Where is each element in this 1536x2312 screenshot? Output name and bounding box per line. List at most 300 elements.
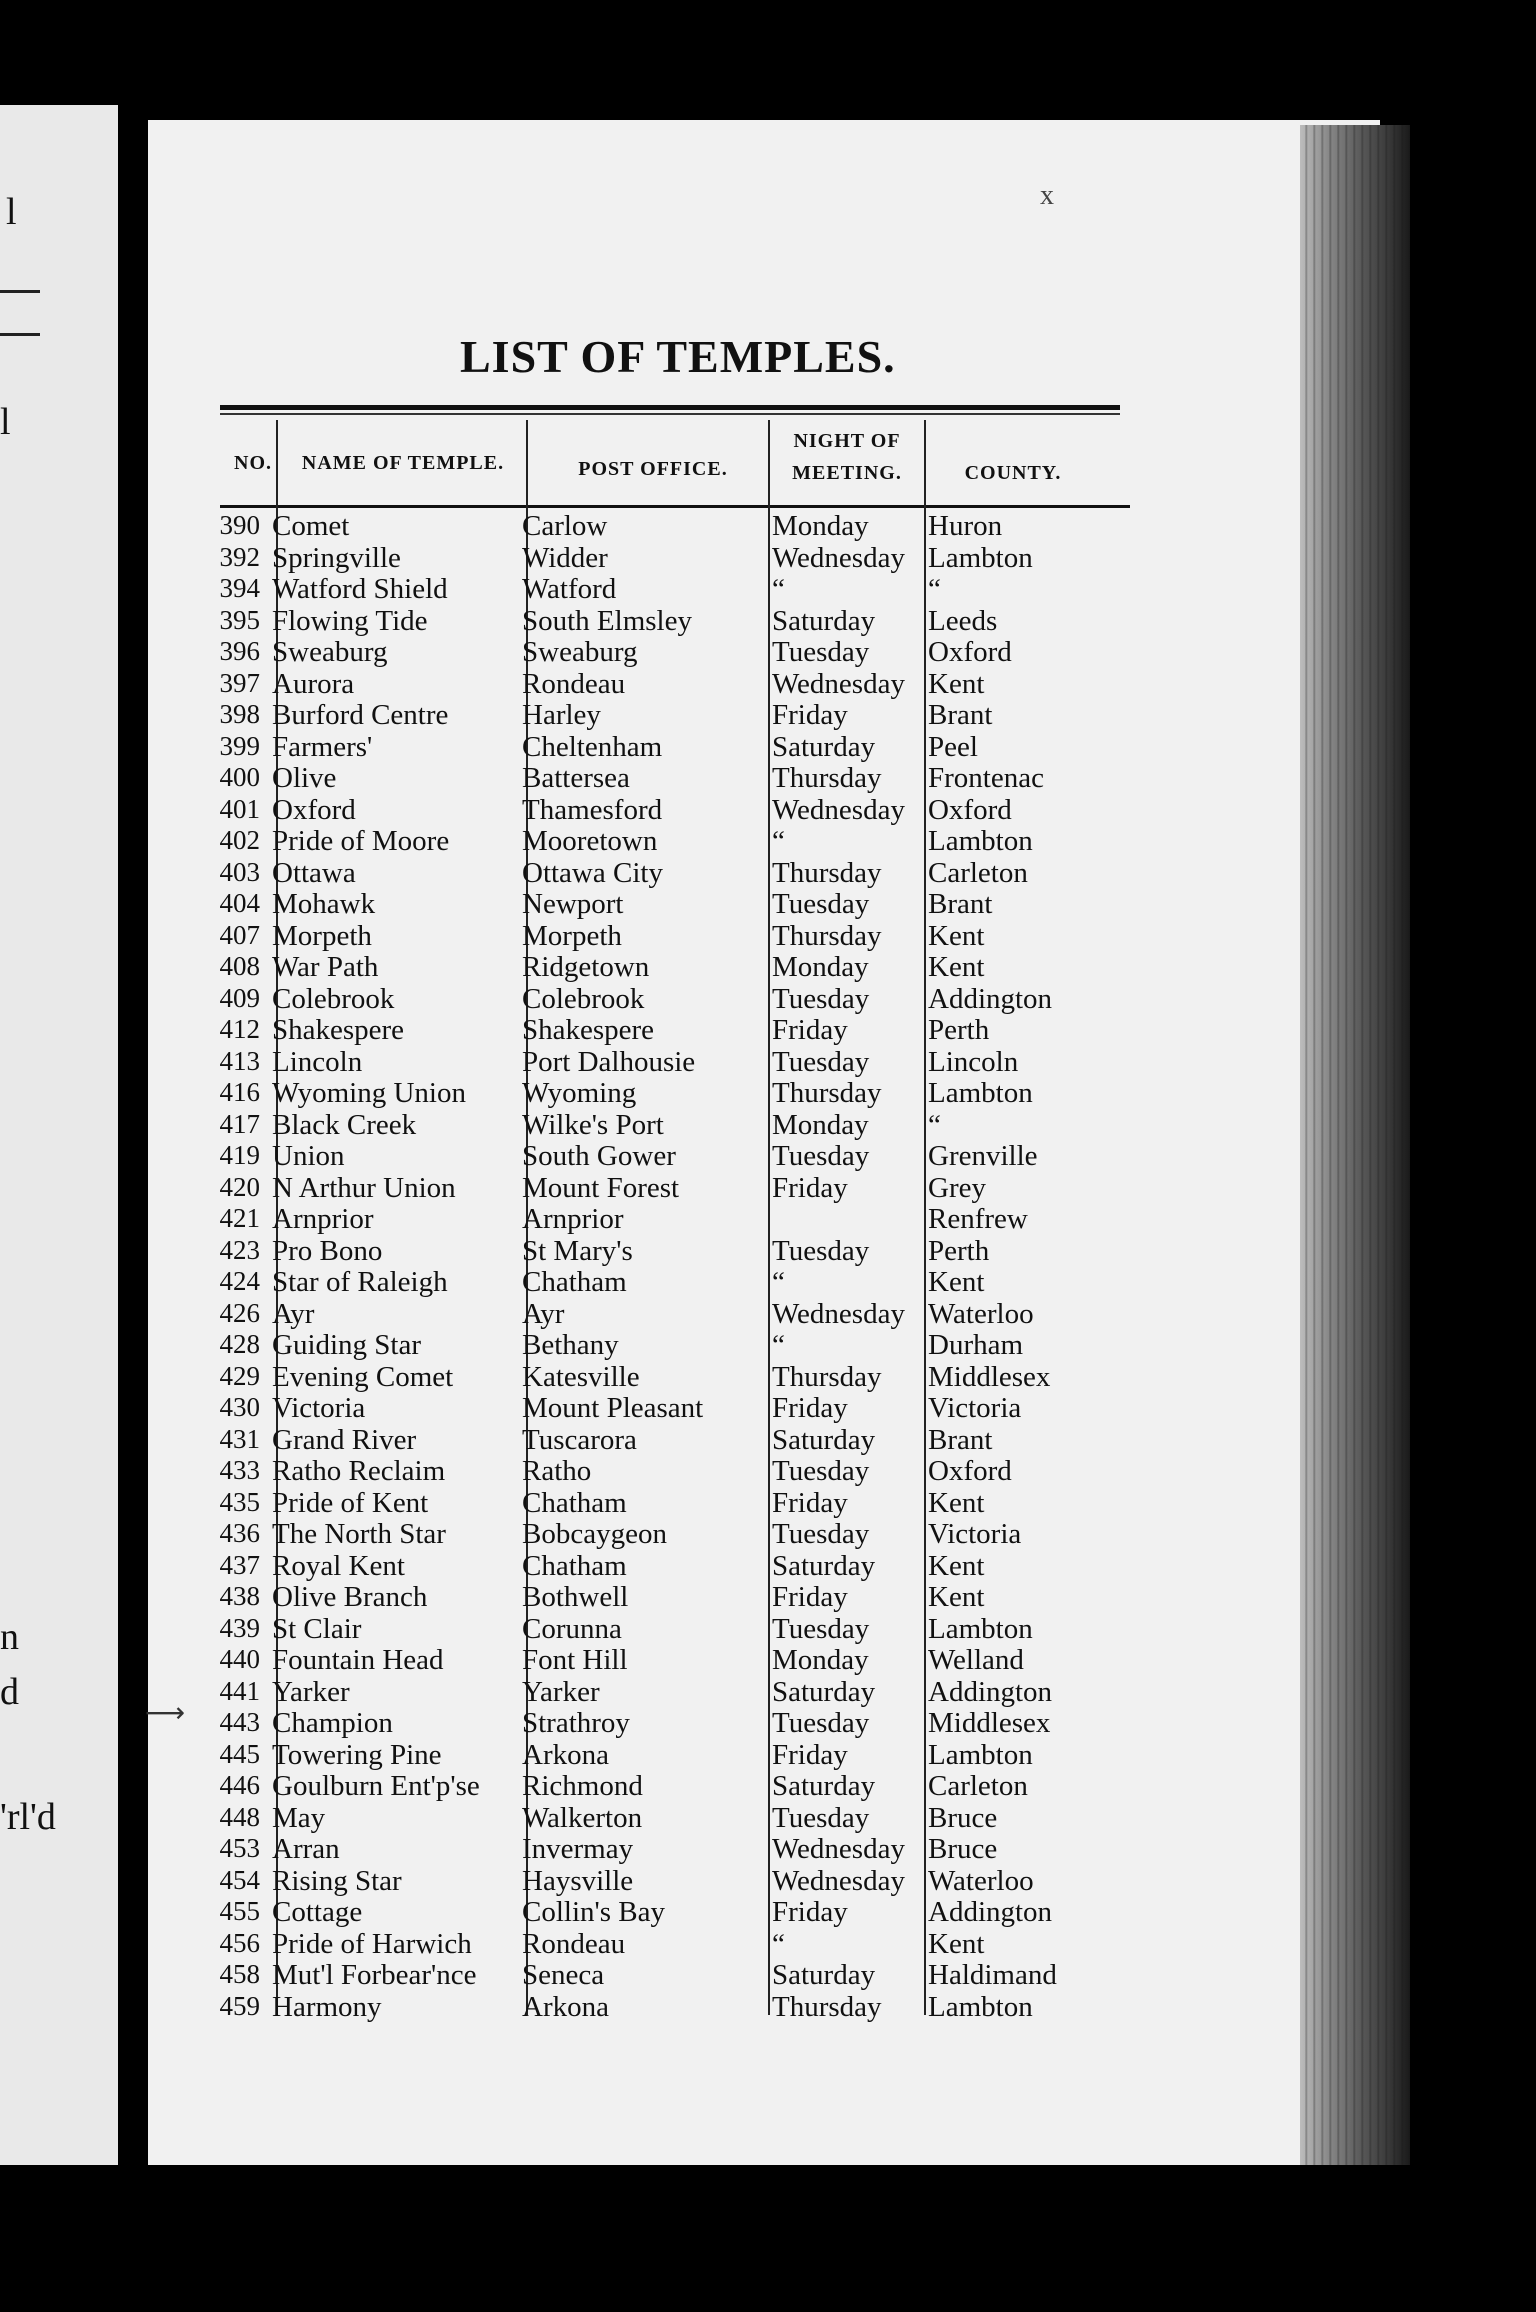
table-row: [190, 1991, 1090, 2023]
table-row: [190, 1298, 1090, 1330]
meeting-night: Thursday: [772, 1360, 882, 1393]
post-office: Tuscarora: [522, 1423, 637, 1456]
post-office: Mooretown: [522, 825, 658, 857]
facing-page-text: d: [0, 1671, 19, 1713]
meeting-night: Monday: [772, 510, 869, 542]
corner-mark: x: [1040, 180, 1054, 211]
meeting-night: Monday: [772, 1644, 869, 1676]
temple-name: Sweaburg: [272, 636, 388, 668]
county: Carleton: [928, 1770, 1028, 1802]
post-office: Ottawa City: [522, 856, 663, 889]
county: Oxford: [928, 1455, 1012, 1487]
post-office: Yarker: [522, 1675, 600, 1708]
post-office: Sweaburg: [522, 636, 638, 668]
county: Kent: [928, 1486, 985, 1519]
table-row: [190, 1424, 1090, 1456]
county: Lambton: [928, 1990, 1033, 2023]
post-office: Chatham: [522, 1549, 627, 1582]
table-row: [190, 1518, 1090, 1550]
county: Grey: [928, 1171, 986, 1204]
temple-name: Evening Comet: [272, 1360, 454, 1393]
temple-number: 399: [219, 730, 260, 761]
temple-name: Watford Shield: [272, 573, 448, 605]
temple-number: 412: [219, 1014, 260, 1044]
temple-name: The North Star: [272, 1518, 446, 1550]
meeting-night: Friday: [772, 1392, 848, 1424]
post-office: Bobcaygeon: [522, 1518, 667, 1550]
county: Frontenac: [928, 762, 1044, 794]
post-office: Chatham: [522, 1486, 627, 1519]
temple-number: 453: [219, 1833, 260, 1863]
county: Middlesex: [928, 1360, 1051, 1393]
temple-name: Pro Bono: [272, 1234, 383, 1267]
temple-name: Ayr: [272, 1297, 315, 1330]
meeting-night: Friday: [772, 1581, 848, 1613]
temple-name: Aurora: [272, 667, 355, 700]
table-row: [190, 605, 1090, 637]
county: Lambton: [928, 1077, 1033, 1109]
temple-number: 441: [219, 1675, 260, 1706]
post-office: Rondeau: [522, 667, 626, 700]
table-row: [190, 1928, 1090, 1960]
temple-name: Royal Kent: [272, 1549, 405, 1582]
temple-number: 429: [219, 1360, 260, 1391]
temple-number: 401: [219, 793, 260, 824]
post-office: Arkona: [522, 1990, 609, 2023]
temple-name: Rising Star: [272, 1864, 402, 1897]
temple-number: 448: [219, 1801, 260, 1832]
temple-name: Wyoming Union: [272, 1077, 466, 1109]
county: Lambton: [928, 825, 1033, 857]
meeting-night: Tuesday: [772, 1455, 870, 1487]
county: Grenville: [928, 1140, 1038, 1172]
table-row: [190, 920, 1090, 952]
county: Lambton: [928, 541, 1033, 574]
table-row: [190, 1550, 1090, 1582]
table-row: [190, 951, 1090, 983]
table-row: [190, 1329, 1090, 1361]
meeting-night: Wednesday: [772, 541, 905, 574]
temple-number: 439: [219, 1612, 260, 1643]
temple-number: 402: [219, 825, 260, 855]
meeting-night: Saturday: [772, 604, 876, 637]
post-office: Thamesford: [522, 793, 663, 826]
table-row: [190, 731, 1090, 763]
temple-number: 424: [219, 1266, 260, 1296]
header-county: COUNTY.: [964, 462, 1062, 484]
post-office: Wyoming: [522, 1077, 637, 1109]
meeting-night: Saturday: [772, 1549, 876, 1582]
header-night-line1: NIGHT OF: [793, 430, 901, 452]
county: Carleton: [928, 856, 1028, 889]
temple-name: Morpeth: [272, 919, 372, 952]
table-row: [190, 1235, 1090, 1267]
county: Perth: [928, 1014, 990, 1046]
meeting-night: “: [772, 825, 785, 857]
county: Haldimand: [928, 1959, 1057, 1991]
post-office: Mount Forest: [522, 1171, 680, 1204]
post-office: Richmond: [522, 1770, 643, 1802]
post-office: Colebrook: [522, 982, 645, 1015]
county: Bruce: [928, 1801, 998, 1834]
table-row: [190, 1739, 1090, 1771]
temple-name: Harmony: [272, 1990, 382, 2023]
county: Bruce: [928, 1833, 998, 1865]
temple-name: Pride of Harwich: [272, 1927, 472, 1960]
table-row: [190, 573, 1090, 605]
post-office: Mount Pleasant: [522, 1392, 704, 1424]
meeting-night: Tuesday: [772, 982, 870, 1015]
temple-name: Olive: [272, 762, 337, 794]
meeting-night: “: [772, 1927, 785, 1960]
county: Leeds: [928, 604, 998, 637]
table-row: [190, 1140, 1090, 1172]
county: Waterloo: [928, 1864, 1034, 1897]
meeting-night: Tuesday: [772, 1518, 870, 1550]
temple-name: Colebrook: [272, 982, 395, 1015]
table-row: [190, 1487, 1090, 1519]
county: “: [928, 1108, 941, 1141]
table-row: [190, 1833, 1090, 1865]
temple-name: Oxford: [272, 793, 356, 826]
temple-number: 407: [219, 919, 260, 950]
post-office: Battersea: [522, 762, 630, 794]
post-office: South Elmsley: [522, 604, 692, 637]
table-row: [190, 1266, 1090, 1298]
post-office: Newport: [522, 888, 624, 920]
meeting-night: Saturday: [772, 1675, 876, 1708]
table-row: [190, 1392, 1090, 1424]
meeting-night: Saturday: [772, 730, 876, 763]
post-office: Wilke's Port: [522, 1108, 664, 1141]
post-office: Walkerton: [522, 1801, 643, 1834]
meeting-night: Friday: [772, 1171, 848, 1204]
county: Durham: [928, 1329, 1024, 1361]
facing-page-fragment: [0, 105, 118, 2165]
table-row: [190, 1203, 1090, 1235]
table-row: [190, 1896, 1090, 1928]
county: Addington: [928, 1675, 1053, 1708]
post-office: Ratho: [522, 1455, 592, 1487]
table-row: [190, 668, 1090, 700]
post-office: Font Hill: [522, 1644, 628, 1676]
post-office: Arnprior: [522, 1203, 624, 1235]
page-title: LIST OF TEMPLES.: [460, 331, 896, 382]
temple-table: [190, 510, 1090, 2022]
meeting-night: Monday: [772, 951, 869, 983]
temple-name: Grand River: [272, 1423, 417, 1456]
temple-name: N Arthur Union: [272, 1171, 456, 1204]
county: Kent: [928, 1549, 985, 1582]
post-office: Port Dalhousie: [522, 1045, 696, 1078]
facing-page-text: n: [0, 1616, 19, 1658]
temple-number: 400: [219, 762, 260, 792]
temple-name: Cottage: [272, 1896, 363, 1928]
post-office: Cheltenham: [522, 730, 663, 763]
table-row: [190, 1046, 1090, 1078]
table-row: [190, 1644, 1090, 1676]
meeting-night: Thursday: [772, 919, 882, 952]
table-row: [190, 636, 1090, 668]
temple-name: Olive Branch: [272, 1581, 428, 1613]
temple-number: 428: [219, 1329, 260, 1359]
post-office: Bothwell: [522, 1581, 629, 1613]
meeting-night: Tuesday: [772, 1612, 870, 1645]
meeting-night: “: [772, 1329, 785, 1361]
temple-name: Towering Pine: [272, 1738, 442, 1771]
meeting-night: Monday: [772, 1108, 869, 1141]
post-office: Widder: [522, 541, 608, 574]
meeting-night: Tuesday: [772, 636, 870, 668]
post-office: Invermay: [522, 1833, 634, 1865]
temple-name: Yarker: [272, 1675, 350, 1708]
temple-name: Shakespere: [272, 1014, 405, 1046]
temple-name: Pride of Kent: [272, 1486, 429, 1519]
temple-number: 409: [219, 982, 260, 1013]
county: Lambton: [928, 1738, 1033, 1771]
meeting-night: Tuesday: [772, 1140, 870, 1172]
temple-number: 440: [219, 1644, 260, 1674]
table-row: [190, 1676, 1090, 1708]
county: Lambton: [928, 1612, 1033, 1645]
table-row: [190, 1172, 1090, 1204]
title-rule-thin: [220, 413, 1120, 415]
temple-name: Lincoln: [272, 1045, 363, 1078]
post-office: South Gower: [522, 1140, 676, 1172]
post-office: Rondeau: [522, 1927, 626, 1960]
meeting-night: Wednesday: [772, 793, 905, 826]
meeting-night: Tuesday: [772, 1045, 870, 1078]
temple-number: 417: [219, 1108, 260, 1139]
meeting-night: “: [772, 1266, 785, 1298]
temple-name: Arran: [272, 1833, 340, 1865]
county: Brant: [928, 699, 993, 731]
county: Victoria: [928, 1518, 1022, 1550]
facing-page-rule: [0, 333, 40, 336]
temple-number: 456: [219, 1927, 260, 1958]
header-no: NO.: [234, 452, 272, 474]
table-row: [190, 1865, 1090, 1897]
post-office: Shakespere: [522, 1014, 655, 1046]
temple-name: Pride of Moore: [272, 825, 450, 857]
temple-number: 433: [219, 1455, 260, 1485]
county: Kent: [928, 919, 985, 952]
page-stack-lines: [1300, 125, 1410, 2165]
temple-name: Mohawk: [272, 888, 376, 920]
post-office: Morpeth: [522, 919, 622, 952]
table-row: [190, 1455, 1090, 1487]
county: Victoria: [928, 1392, 1022, 1424]
temple-number: 396: [219, 636, 260, 666]
temple-number: 437: [219, 1549, 260, 1580]
county: Kent: [928, 1266, 985, 1298]
temple-number: 398: [219, 699, 260, 729]
header-post-office: POST OFFICE.: [578, 458, 728, 480]
meeting-night: Tuesday: [772, 1801, 870, 1834]
temple-number: 443: [219, 1707, 260, 1737]
temple-number: 397: [219, 667, 260, 698]
post-office: St Mary's: [522, 1234, 633, 1267]
county: Lincoln: [928, 1045, 1019, 1078]
meeting-night: Saturday: [772, 1770, 876, 1802]
temple-number: 423: [219, 1234, 260, 1265]
temple-number: 392: [219, 541, 260, 572]
temple-name: Guiding Star: [272, 1329, 422, 1361]
table-row: [190, 1613, 1090, 1645]
county: Brant: [928, 1423, 993, 1456]
meeting-night: Wednesday: [772, 1864, 905, 1897]
post-office: Corunna: [522, 1612, 622, 1645]
temple-number: 404: [219, 888, 260, 918]
header-rule: [220, 505, 1130, 508]
header-name: NAME OF TEMPLE.: [301, 452, 505, 474]
temple-number: 436: [219, 1518, 260, 1548]
meeting-night: Friday: [772, 1896, 848, 1928]
table-row: [190, 1707, 1090, 1739]
title-rule: [220, 405, 1120, 410]
temple-number: 394: [219, 573, 260, 603]
facing-page-text: 'rl'd: [0, 1796, 56, 1838]
temple-name: Fountain Head: [272, 1644, 444, 1676]
temple-name: Farmers': [272, 730, 373, 763]
post-office: Ayr: [522, 1297, 565, 1330]
temple-number: 395: [219, 604, 260, 635]
county: Welland: [928, 1644, 1024, 1676]
temple-name: Arnprior: [272, 1203, 374, 1235]
table-row: [190, 794, 1090, 826]
table-row: [190, 1077, 1090, 1109]
temple-number: 458: [219, 1959, 260, 1989]
post-office: Bethany: [522, 1329, 619, 1361]
temple-number: 408: [219, 951, 260, 981]
meeting-night: Tuesday: [772, 1234, 870, 1267]
temple-number: 445: [219, 1738, 260, 1769]
table-row: [190, 1361, 1090, 1393]
table-row: [190, 1770, 1090, 1802]
county: Huron: [928, 510, 1003, 542]
meeting-night: Friday: [772, 1014, 848, 1046]
temple-name: Star of Raleigh: [272, 1266, 448, 1298]
county: Kent: [928, 951, 985, 983]
temple-name: Mut'l Forbear'nce: [272, 1959, 477, 1991]
table-row: [190, 1109, 1090, 1141]
temple-name: May: [272, 1801, 326, 1834]
post-office: Chatham: [522, 1266, 627, 1298]
meeting-night: Friday: [772, 1486, 848, 1519]
meeting-night: Tuesday: [772, 1707, 870, 1739]
temple-number: 446: [219, 1770, 260, 1800]
county: Waterloo: [928, 1297, 1034, 1330]
table-row: [190, 699, 1090, 731]
county: Peel: [928, 730, 978, 763]
table-row: [190, 1802, 1090, 1834]
temple-number: 438: [219, 1581, 260, 1611]
meeting-night: Thursday: [772, 1077, 882, 1109]
temple-number: 459: [219, 1990, 260, 2021]
post-office: Seneca: [522, 1959, 605, 1991]
meeting-night: Friday: [772, 699, 848, 731]
meeting-night: Wednesday: [772, 1297, 905, 1330]
facing-page-rule: [0, 290, 40, 293]
temple-name: War Path: [272, 951, 379, 983]
county: Kent: [928, 667, 985, 700]
temple-number: 420: [219, 1171, 260, 1202]
post-office: Carlow: [522, 510, 608, 542]
temple-number: 431: [219, 1423, 260, 1454]
facing-page-text: l: [6, 191, 17, 233]
temple-number: 430: [219, 1392, 260, 1422]
temple-name: Comet: [272, 510, 350, 542]
county: Brant: [928, 888, 993, 920]
table-row: [190, 983, 1090, 1015]
post-office: Arkona: [522, 1738, 609, 1771]
meeting-night: Saturday: [772, 1423, 876, 1456]
pencil-arrow-mark: ⟶: [145, 1696, 186, 1729]
post-office: Katesville: [522, 1360, 640, 1393]
meeting-night: Wednesday: [772, 667, 905, 700]
meeting-night: Thursday: [772, 1990, 882, 2023]
meeting-night: Thursday: [772, 762, 882, 794]
temple-number: 419: [219, 1140, 260, 1170]
temple-number: 403: [219, 856, 260, 887]
meeting-night: Tuesday: [772, 888, 870, 920]
table-row: [190, 1581, 1090, 1613]
temple-name: Champion: [272, 1707, 393, 1739]
temple-number: 421: [219, 1203, 260, 1233]
county: “: [928, 573, 941, 605]
temple-name: Springville: [272, 541, 401, 574]
meeting-night: “: [772, 573, 785, 605]
county: Kent: [928, 1927, 985, 1960]
county: Addington: [928, 1896, 1053, 1928]
temple-name: Union: [272, 1140, 345, 1172]
meeting-night: Thursday: [772, 856, 882, 889]
post-office: Strathroy: [522, 1707, 630, 1739]
temple-name: Burford Centre: [272, 699, 449, 731]
table-row: [190, 825, 1090, 857]
post-office: Watford: [522, 573, 617, 605]
county: Addington: [928, 982, 1053, 1015]
table-row: [190, 510, 1090, 542]
table-row: [190, 888, 1090, 920]
county: Oxford: [928, 636, 1012, 668]
meeting-night: Wednesday: [772, 1833, 905, 1865]
temple-name: Black Creek: [272, 1108, 417, 1141]
county: Middlesex: [928, 1707, 1051, 1739]
temple-number: 435: [219, 1486, 260, 1517]
county: Kent: [928, 1581, 985, 1613]
temple-name: Victoria: [272, 1392, 366, 1424]
header-night-line2: MEETING.: [792, 462, 902, 484]
temple-name: Ottawa: [272, 856, 356, 889]
temple-name: Ratho Reclaim: [272, 1455, 446, 1487]
table-row: [190, 762, 1090, 794]
post-office: Collin's Bay: [522, 1896, 665, 1928]
table-row: [190, 542, 1090, 574]
meeting-night: Friday: [772, 1738, 848, 1771]
county: Perth: [928, 1234, 990, 1267]
temple-number: 426: [219, 1297, 260, 1328]
temple-number: 454: [219, 1864, 260, 1895]
table-row: [190, 857, 1090, 889]
post-office: Ridgetown: [522, 951, 650, 983]
temple-number: 390: [219, 510, 260, 540]
post-office: Haysville: [522, 1864, 634, 1897]
temple-name: Flowing Tide: [272, 604, 428, 637]
meeting-night: Saturday: [772, 1959, 876, 1991]
post-office: Harley: [522, 699, 601, 731]
facing-page-text: l: [0, 401, 11, 443]
